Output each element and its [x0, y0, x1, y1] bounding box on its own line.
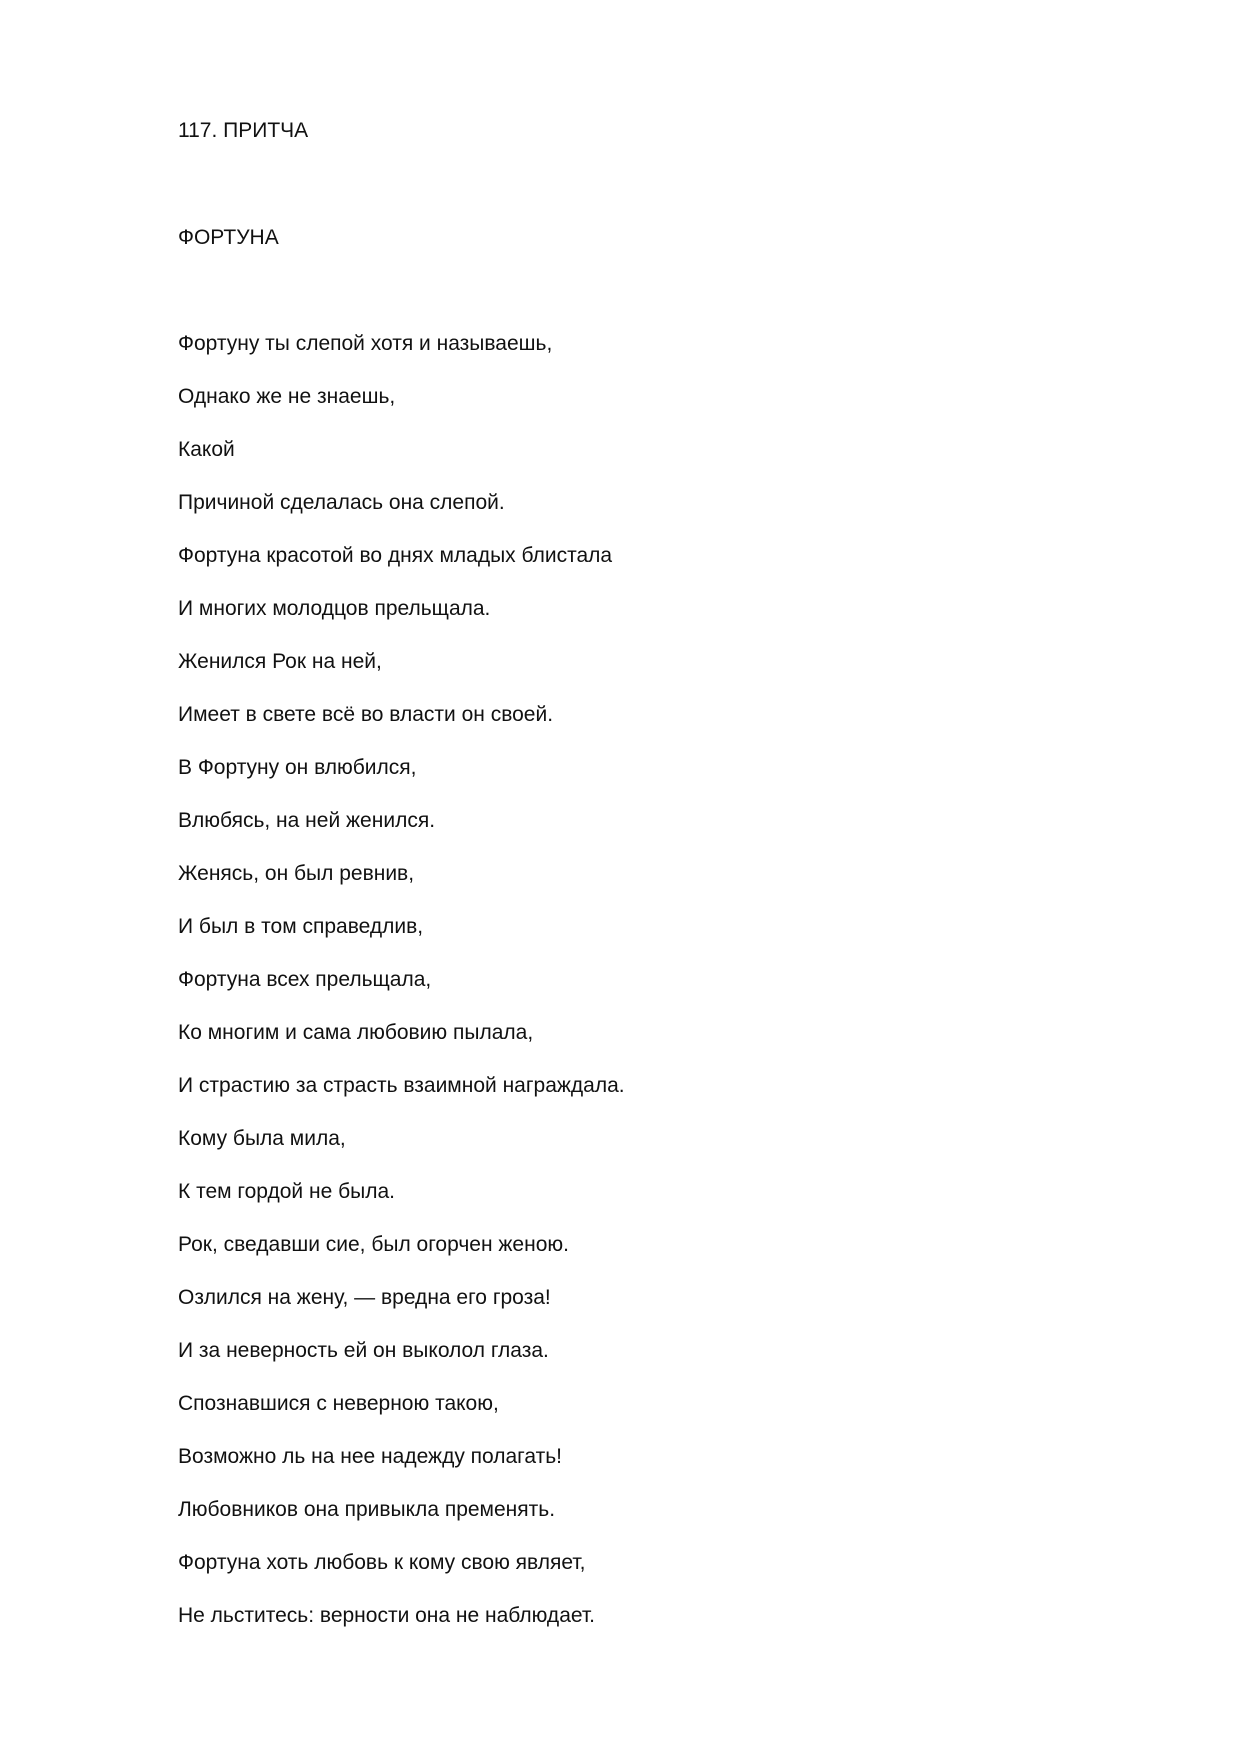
poem-line: Влюбясь, на ней женился. [178, 809, 436, 832]
poem-line: Причиной сделалась она слепой. [178, 491, 505, 514]
poem-line: К тем гордой не была. [178, 1180, 395, 1203]
poem-line: Однако же не знаешь, [178, 385, 396, 408]
poem-line: Не льститесь: верности она не наблюдает. [178, 1604, 595, 1627]
poem-line: Фортуну ты слепой хотя и называешь, [178, 332, 553, 355]
poem-line: Рок, сведавши сие, был огорчен женою. [178, 1233, 569, 1256]
poem-line: Фортуна красотой во днях младых блистала [178, 544, 613, 567]
poem-line: И был в том справедлив, [178, 915, 424, 938]
poem-body [178, 331, 625, 1656]
poem-line: И за неверность ей он выколол глаза. [178, 1339, 549, 1362]
poem-line: В Фортуну он влюбился, [178, 756, 417, 779]
poem-line: Имеет в свете всё во власти он своей. [178, 703, 554, 726]
parable-number-heading: 117. ПРИТЧА [178, 119, 309, 142]
poem-line: И многих молодцов прельщала. [178, 597, 491, 620]
poem-line: Кому была мила, [178, 1127, 346, 1150]
poem-line: Ко многим и сама любовию пылала, [178, 1021, 534, 1044]
poem-title: ФОРТУНА [178, 226, 279, 249]
poem-line: Возможно ль на нее надежду полагать! [178, 1445, 562, 1468]
poem-line: Озлился на жену, — вредна его гроза! [178, 1286, 551, 1309]
poem-line: Любовников она привыкла пременять. [178, 1498, 556, 1521]
poem-line: Женился Рок на ней, [178, 650, 382, 673]
poem-line: Женясь, он был ревнив, [178, 862, 415, 885]
poem-line: Фортуна всех прельщала, [178, 968, 432, 991]
poem-line: Какой [178, 438, 235, 461]
poem-line: Фортуна хоть любовь к кому свою являет, [178, 1551, 586, 1574]
poem-line: И страстию за страсть взаимной награждала. [178, 1074, 625, 1097]
poem-line: Спознавшися с неверною такою, [178, 1392, 499, 1415]
